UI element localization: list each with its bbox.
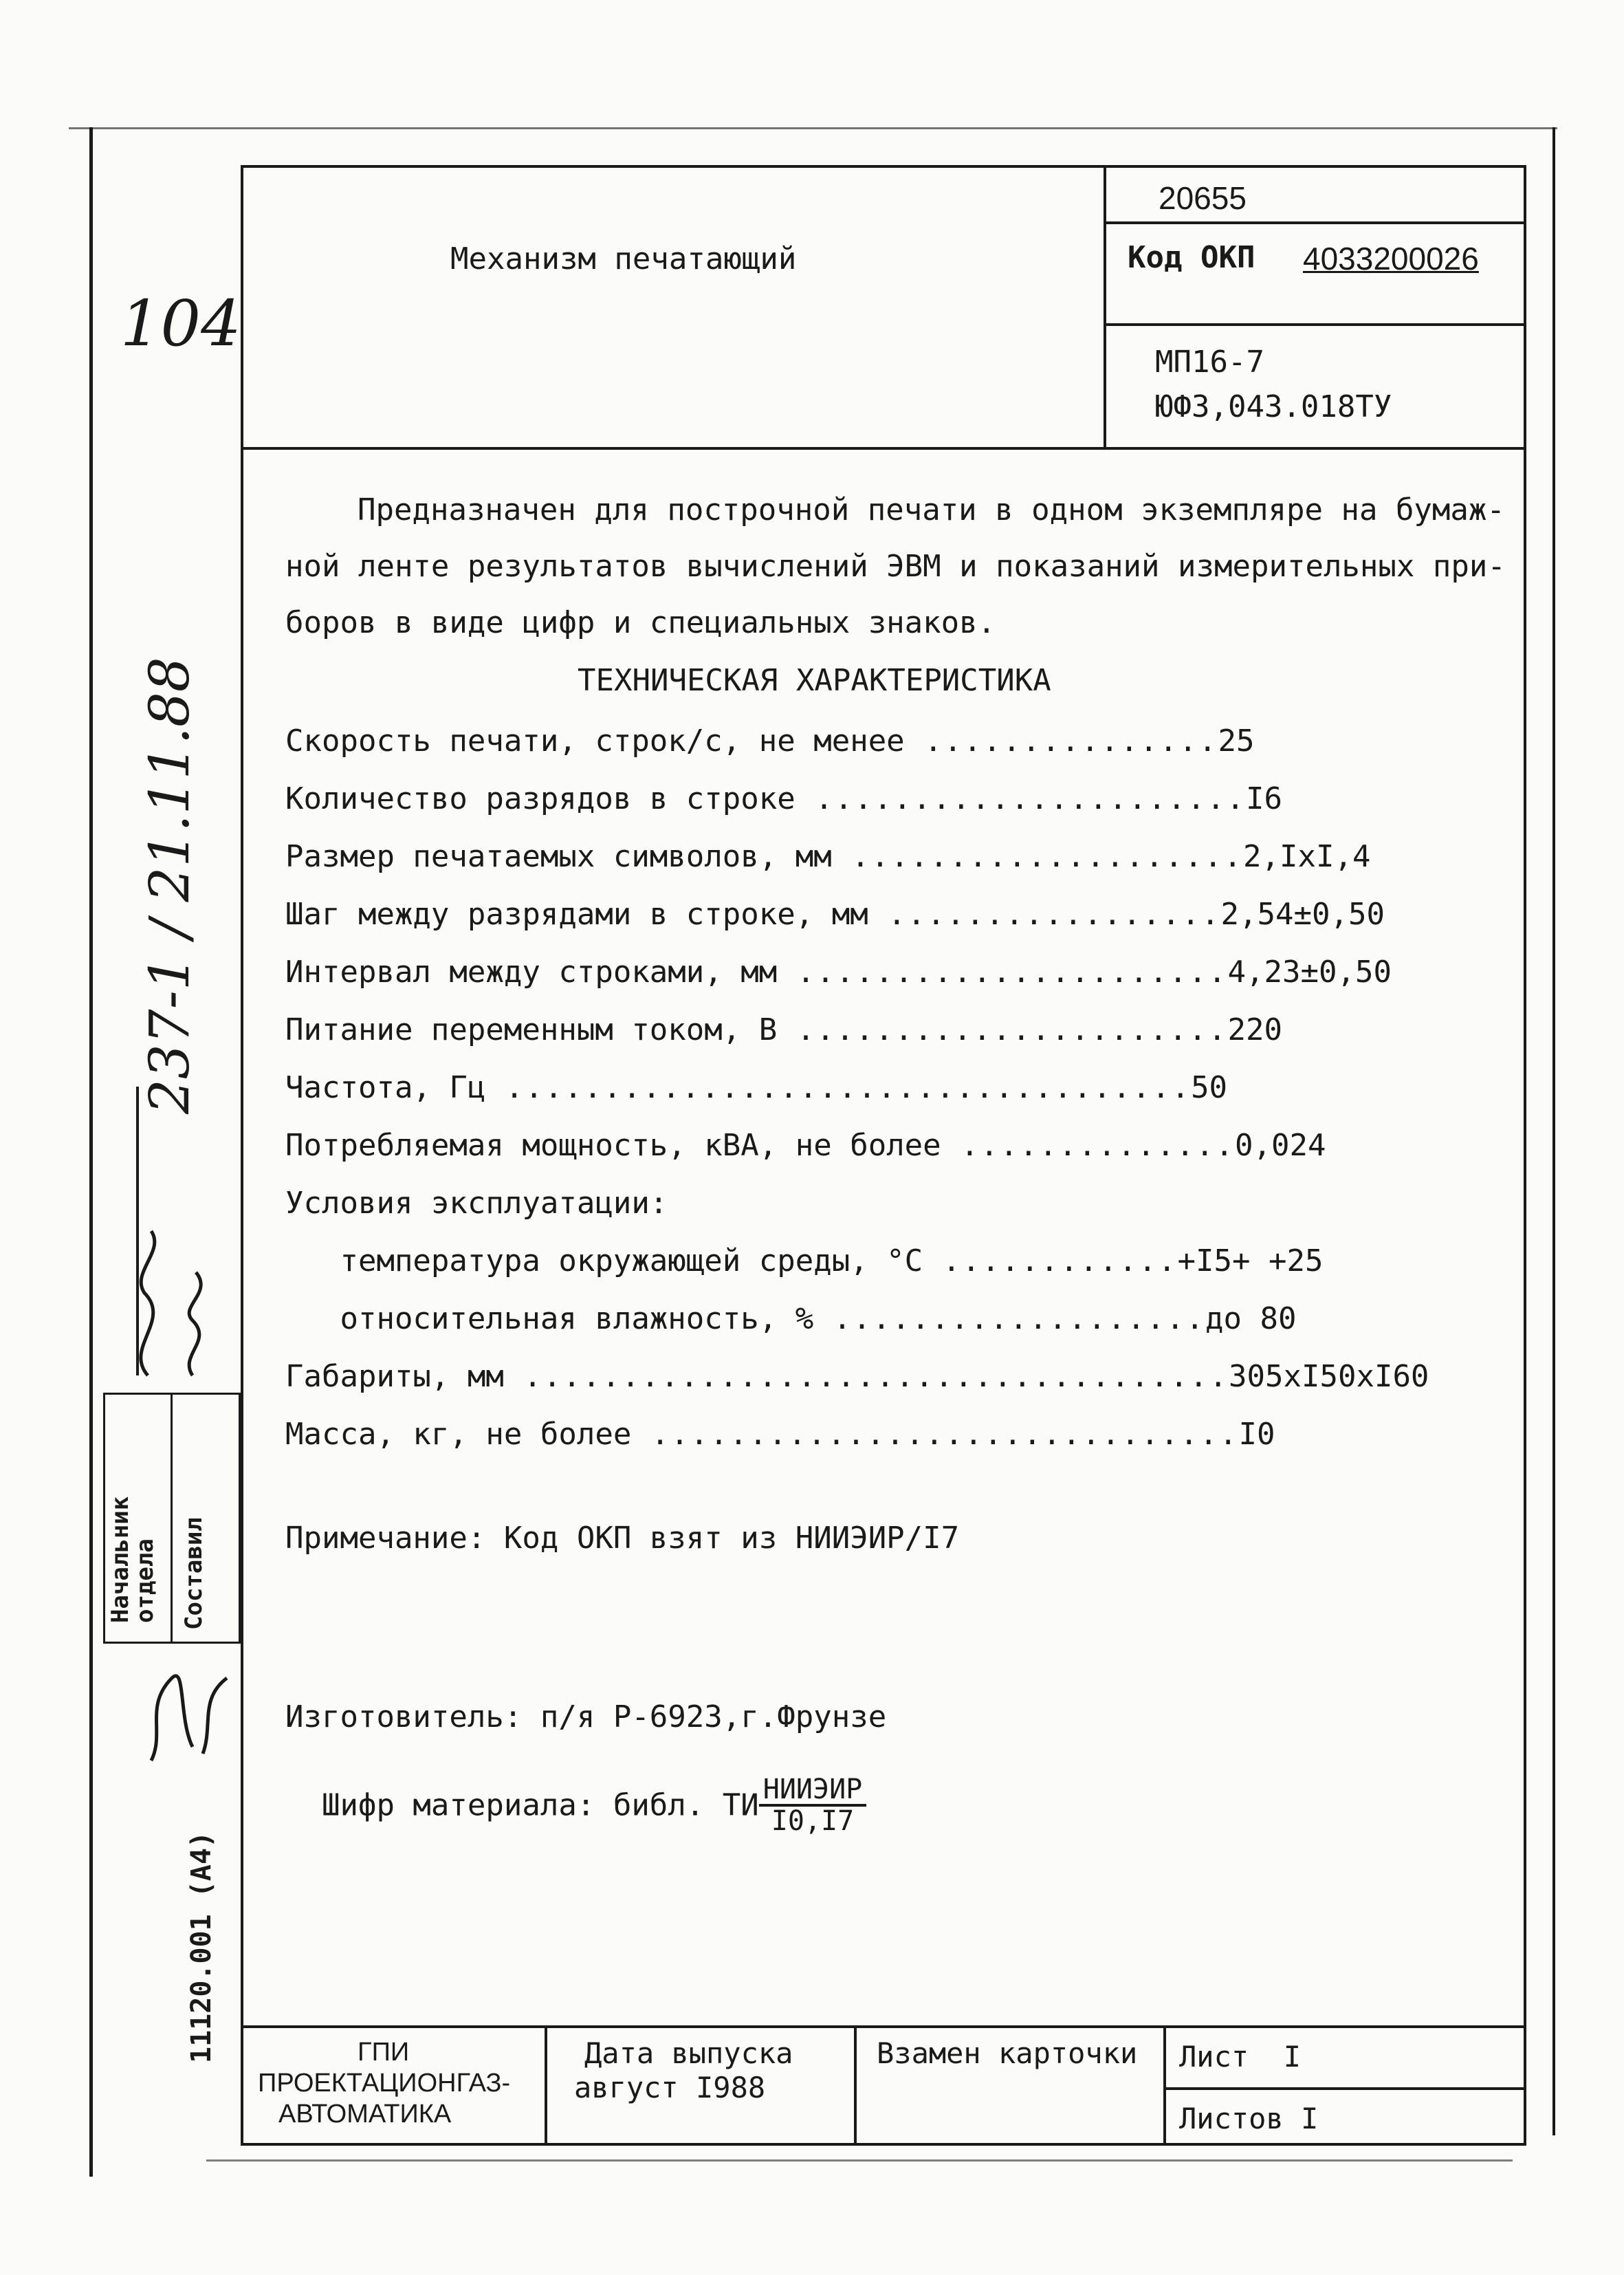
top-rule <box>69 127 1557 129</box>
spec-row <box>285 839 1592 874</box>
org-line-3: АВТОМАТИКА <box>278 2100 452 2129</box>
spec-row <box>285 1128 1592 1163</box>
issue-value: август I988 <box>574 2071 766 2104</box>
description-line-2: ной ленте результатов вычислений ЭВМ и показаний измерительных при- <box>285 549 1506 584</box>
spec-dots: ................... <box>813 1301 1206 1336</box>
doc-code: ЮФЗ,043.018ТУ <box>1155 389 1392 424</box>
spec-dots: .............. <box>941 1128 1236 1163</box>
spec-dots: ............... <box>904 723 1218 759</box>
header-vertical-divider <box>1104 165 1106 448</box>
replaces-label: Взамен карточки <box>877 2036 1138 2070</box>
spec-label: Питание переменным током, В <box>285 1012 778 1047</box>
header-bottom-rule <box>241 447 1526 450</box>
spec-row <box>285 1186 1592 1221</box>
margin-label-head: Начальник отдела <box>107 1496 159 1623</box>
sheets-label: Листов I <box>1179 2102 1319 2135</box>
footer-top-rule <box>241 2025 1526 2028</box>
initials-svg <box>138 1651 248 1774</box>
initials-marks <box>138 1651 248 1774</box>
cipher-line <box>285 1740 866 1836</box>
sheet-label: Лист I <box>1179 2040 1302 2073</box>
footer-div-2 <box>854 2025 857 2146</box>
margin-label-compiled: Составил <box>180 1517 208 1630</box>
margin-side-table-divider <box>171 1393 173 1644</box>
spec-label: температура окружающей среды, °С <box>285 1243 923 1278</box>
org-line-1: ГПИ <box>358 2038 410 2067</box>
signature-stroke-2 <box>141 1231 155 1375</box>
spec-label: относительная влажность, % <box>285 1301 814 1336</box>
signature-stroke-3 <box>189 1272 201 1375</box>
spec-label: Интервал между строками, мм <box>285 955 778 990</box>
spec-dots: ...................... <box>795 781 1247 816</box>
spec-label: Потребляемая мощность, кВА, не более <box>285 1128 941 1163</box>
org-line-2: ПРОЕКТАЦИОНГАЗ- <box>258 2069 511 2098</box>
okp-label: Код ОКП <box>1128 240 1255 275</box>
okp-value: 4033200026 <box>1303 241 1479 276</box>
footer-sheet-rule <box>1163 2087 1526 2090</box>
signature-svg <box>110 1073 234 1389</box>
spec-row <box>285 897 1592 932</box>
spec-label: Скорость печати, строк/с, не менее <box>285 723 905 759</box>
footer-div-3 <box>1163 2025 1166 2146</box>
doc-number: 20655 <box>1159 180 1247 216</box>
spec-value: 0,024 <box>1235 1128 1326 1163</box>
spec-value: I0 <box>1238 1417 1275 1452</box>
spec-value: 305хI50хI60 <box>1229 1359 1429 1394</box>
spec-value: 25 <box>1218 723 1255 759</box>
spec-dots: .................................... <box>503 1359 1229 1394</box>
spec-value: +I5+ +25 <box>1177 1243 1324 1278</box>
registration-stamp: 237-1 / 21.11.88 <box>138 657 201 1114</box>
spec-value: до 80 <box>1205 1301 1297 1336</box>
spec-value: 50 <box>1191 1070 1228 1105</box>
page-number: 104 <box>120 287 241 360</box>
description-line-1: Предназначен для построчной печати в одном экземпляре на бумаж- <box>358 492 1505 527</box>
spec-dots: ...................... <box>777 1012 1228 1047</box>
spec-row <box>285 1359 1592 1394</box>
product-name: Механизм печатающий <box>450 241 797 276</box>
signature-marks <box>110 1073 234 1389</box>
spec-dots: .............................. <box>631 1417 1239 1452</box>
spec-row <box>285 781 1592 816</box>
spec-value: 4,23±0,50 <box>1227 955 1392 990</box>
spec-dots: ...................... <box>777 955 1228 990</box>
manufacturer: Изготовитель: п/я Р-6923,г.Фрунзе <box>285 1699 887 1734</box>
header-right-rule-2 <box>1104 323 1526 326</box>
cipher-numerator: НИИЭИР <box>759 1775 867 1807</box>
model-code: МП16-7 <box>1155 345 1264 380</box>
spec-dots: ................................... <box>485 1070 1192 1105</box>
spec-label: Габариты, мм <box>285 1359 504 1394</box>
spec-label: Размер печатаемых символов, мм <box>285 839 832 874</box>
issue-label: Дата выпуска <box>584 2036 793 2070</box>
spec-value: 2,IxI,4 <box>1243 839 1371 874</box>
spec-label: Количество разрядов в строке <box>285 781 795 816</box>
spec-row <box>285 723 1592 759</box>
spec-label: Условия эксплуатации: <box>285 1186 668 1221</box>
footer-div-1 <box>545 2025 547 2146</box>
form-code: 11120.001 (A4) <box>186 1831 217 2063</box>
margin-left-rule <box>89 127 93 2177</box>
spec-value: 220 <box>1227 1012 1283 1047</box>
spec-label: Частота, Гц <box>285 1070 486 1105</box>
spec-row <box>285 1012 1592 1047</box>
description-line-3: боров в виде цифр и специальных знаков. <box>285 605 996 640</box>
spec-row <box>285 1301 1592 1336</box>
spec-title: ТЕХНИЧЕСКАЯ ХАРАКТЕРИСТИКА <box>578 663 1051 698</box>
cipher-label: Шифр материала: библ. ТИ <box>321 1787 759 1823</box>
note: Примечание: Код ОКП взят из НИИЭИР/I7 <box>285 1521 960 1556</box>
spec-label: Масса, кг, не более <box>285 1417 632 1452</box>
spec-row <box>285 1417 1592 1452</box>
spec-row <box>285 1243 1592 1278</box>
header-right-rule-1 <box>1104 221 1526 224</box>
spec-dots: ................. <box>868 897 1221 932</box>
bottom-rule <box>206 2159 1513 2162</box>
spec-row <box>285 1070 1592 1105</box>
spec-value: 2,54±0,50 <box>1220 897 1385 932</box>
spec-label: Шаг между разрядами в строке, мм <box>285 897 868 932</box>
cipher-denominator: I0,I7 <box>771 1805 855 1837</box>
spec-dots: .................... <box>831 839 1244 874</box>
initials-stroke-1 <box>151 1676 193 1761</box>
spec-dots: ............ <box>923 1243 1178 1278</box>
initials-stroke-2 <box>203 1678 227 1754</box>
cipher-fraction <box>759 1775 867 1836</box>
spec-row <box>285 955 1592 990</box>
spec-value: I6 <box>1246 781 1282 816</box>
